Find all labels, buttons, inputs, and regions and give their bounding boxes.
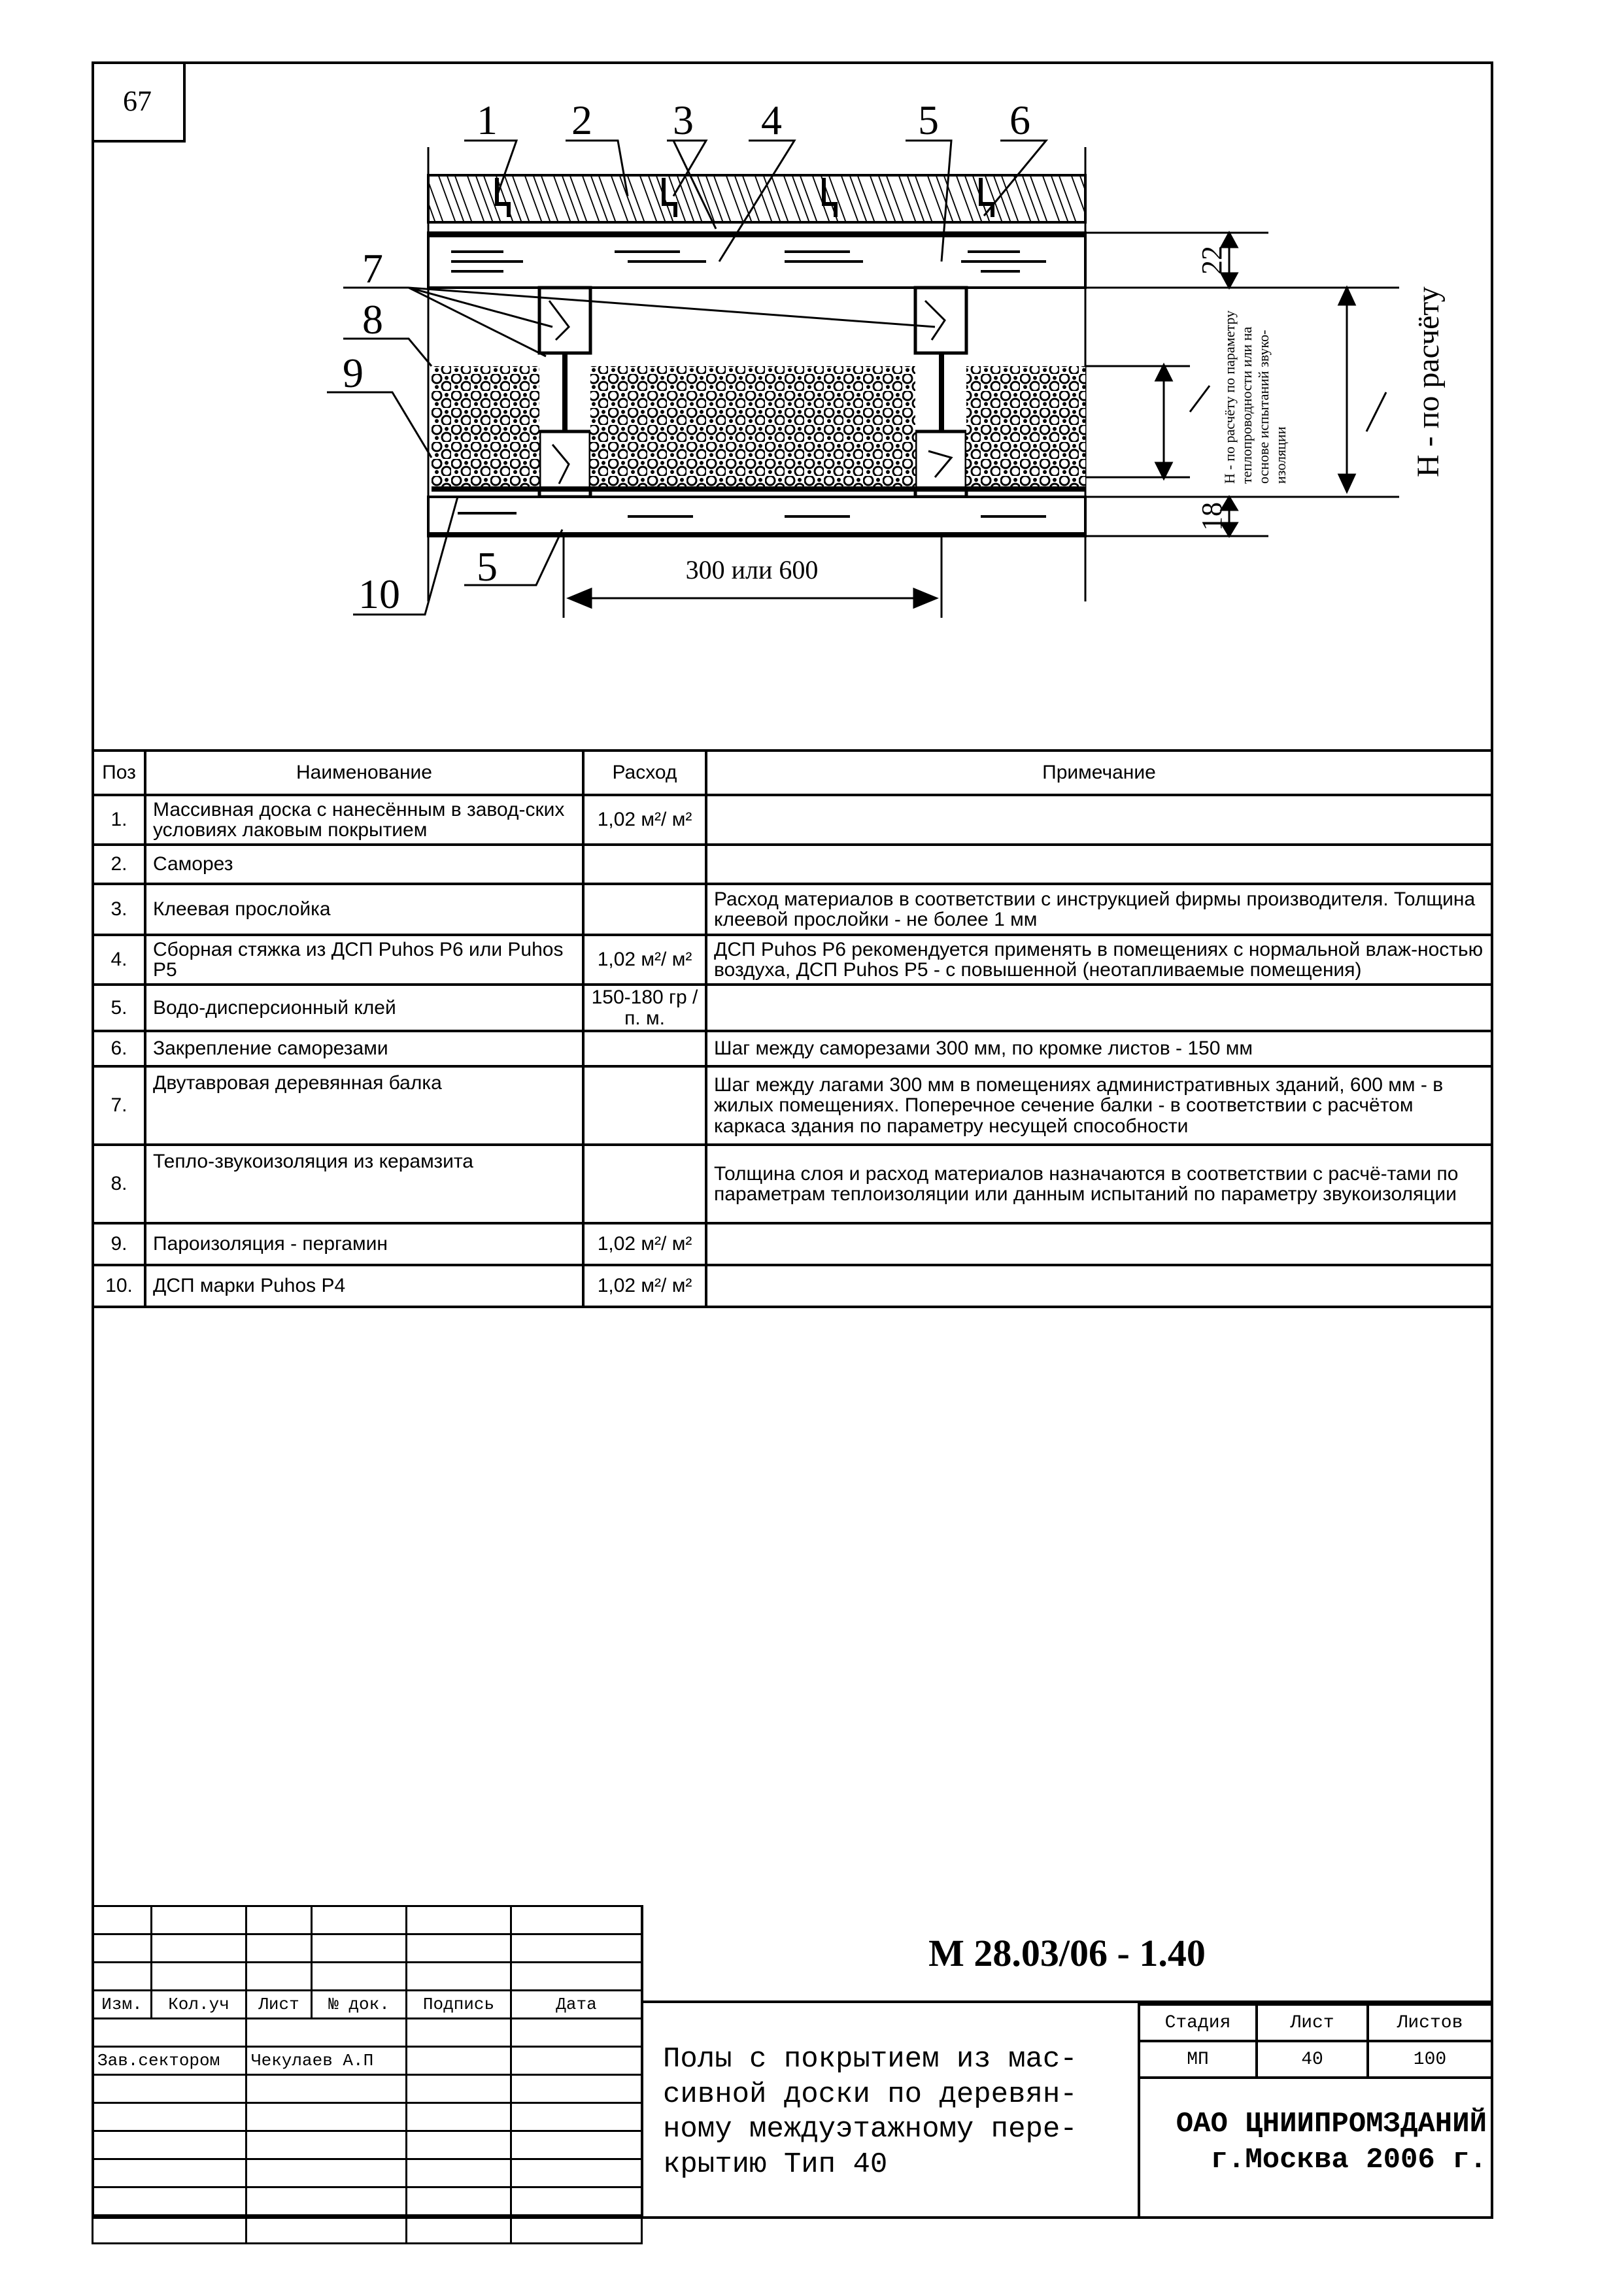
table-row: 9. Пароизоляция - пергамин 1,02 м²/ м² xyxy=(93,1223,1492,1265)
svg-text:теплопроводности или на: теплопроводности или на xyxy=(1238,326,1255,484)
table-row: 5. Водо-дисперсионный клей 150-180 гр /п. м. xyxy=(93,985,1492,1031)
stage-label: Стадия xyxy=(1139,2004,1257,2041)
header-name: Наименование xyxy=(145,751,583,795)
insulation-height-note xyxy=(1221,311,1289,484)
revision-labels-row: Изм. Кол.уч Лист № док. Подпись Дата xyxy=(93,1991,642,2019)
callout-8: 8 xyxy=(362,296,383,343)
table-row: 3. Клеевая прослойка Расход материалов в соответствии с инструкцией фирмы производителя. Толщина клеевой прослойки - не более 1 мм xyxy=(93,884,1492,935)
table-row: 8. Тепло-звукоизоляция из керамзита Толщина слоя и расход материалов назначаются в соответствии с расчё-тами по параметрам теплоизоляции или данным испытаний по параметру звукоизоляции xyxy=(93,1145,1492,1223)
header-pos: Поз xyxy=(93,751,145,795)
spec-header-row xyxy=(93,751,1492,795)
svg-text:основе испытаний звуко-: основе испытаний звуко- xyxy=(1255,329,1272,484)
spacing-dimension: 300 или 600 xyxy=(685,555,819,584)
callout-2: 2 xyxy=(571,97,592,143)
header-rate: Расход xyxy=(583,751,706,795)
sheets-label: Листов xyxy=(1368,2004,1492,2041)
clay-insulation-right xyxy=(966,366,1085,487)
table-row: 4. Сборная стяжка из ДСП Puhos P6 или Puhos P5 1,02 м²/ м² ДСП Puhos P6 рекомендуется применять в помещениях с нормальной влаж-ностью воздуха, ДСП Puhos P5 - с повышенной (неотапливаемые помещения) xyxy=(93,935,1492,985)
specification-table xyxy=(92,749,1493,1308)
callout-7: 7 xyxy=(362,245,383,292)
table-row: 7. Двутавровая деревянная балка Шаг между лагами 300 мм в помещениях административных зданий, 600 мм - в жилых помещениях. Поперечное сечение балки - в соответствии с расчётом каркаса здания по параметру несущей способности xyxy=(93,1066,1492,1145)
callout-3: 3 xyxy=(673,97,694,143)
clay-insulation-left xyxy=(432,366,539,487)
callout-9: 9 xyxy=(343,350,364,396)
dimension-top: 22 xyxy=(1196,246,1228,275)
table-row: 10. ДСП марки Puhos P4 1,02 м²/ м² xyxy=(93,1265,1492,1307)
callout-6: 6 xyxy=(1009,97,1030,143)
sheet-value: 40 xyxy=(1257,2041,1368,2078)
table-row: 6. Закрепление саморезами Шаг между саморезами 300 мм, по кромке листов - 150 мм xyxy=(93,1031,1492,1066)
svg-text:H - по расчёту по параметру: H - по расчёту по параметру xyxy=(1221,310,1238,484)
organization: ОАО ЦНИИПРОМЗДАНИЙ г.Москва 2006 г. xyxy=(1138,2079,1491,2216)
header-note: Примечание xyxy=(706,751,1492,795)
clay-insulation-middle xyxy=(590,366,915,487)
table-row: 1. Массивная доска с нанесённым в завод-ских условиях лаковым покрытием 1,02 м²/ м² xyxy=(93,795,1492,845)
callout-5: 5 xyxy=(918,97,939,143)
document-title: Полы с покрытием из мас- сивной доски по деревян- ному междуэтажному пере- крытию Тип 40 xyxy=(641,2003,1138,2216)
svg-text:изоляции: изоляции xyxy=(1272,426,1289,484)
dimension-bottom: 18 xyxy=(1196,502,1228,531)
total-height-note: H - по расчёту xyxy=(1411,286,1446,477)
callout-4: 4 xyxy=(761,97,782,143)
sheets-value: 100 xyxy=(1368,2041,1492,2078)
stage-value: МП xyxy=(1139,2041,1257,2078)
head-of-sector-row: Зав.сектором Чекулаев А.П xyxy=(93,2047,642,2075)
solid-board-layer xyxy=(428,175,1085,222)
sheet-label: Лист xyxy=(1257,2004,1368,2041)
revision-grid xyxy=(92,1905,643,2244)
callout-1: 1 xyxy=(477,97,498,143)
sheet-number: 67 xyxy=(92,61,186,143)
floor-section-drawing xyxy=(0,0,1611,745)
document-code: М 28.03/06 - 1.40 xyxy=(641,1905,1491,2003)
sheet-meta-table xyxy=(1138,2003,1493,2079)
callout-10: 10 xyxy=(358,571,400,617)
title-block xyxy=(92,1905,1493,2219)
table-row: 2. Саморез xyxy=(93,845,1492,884)
callout-5-bottom: 5 xyxy=(477,543,498,590)
